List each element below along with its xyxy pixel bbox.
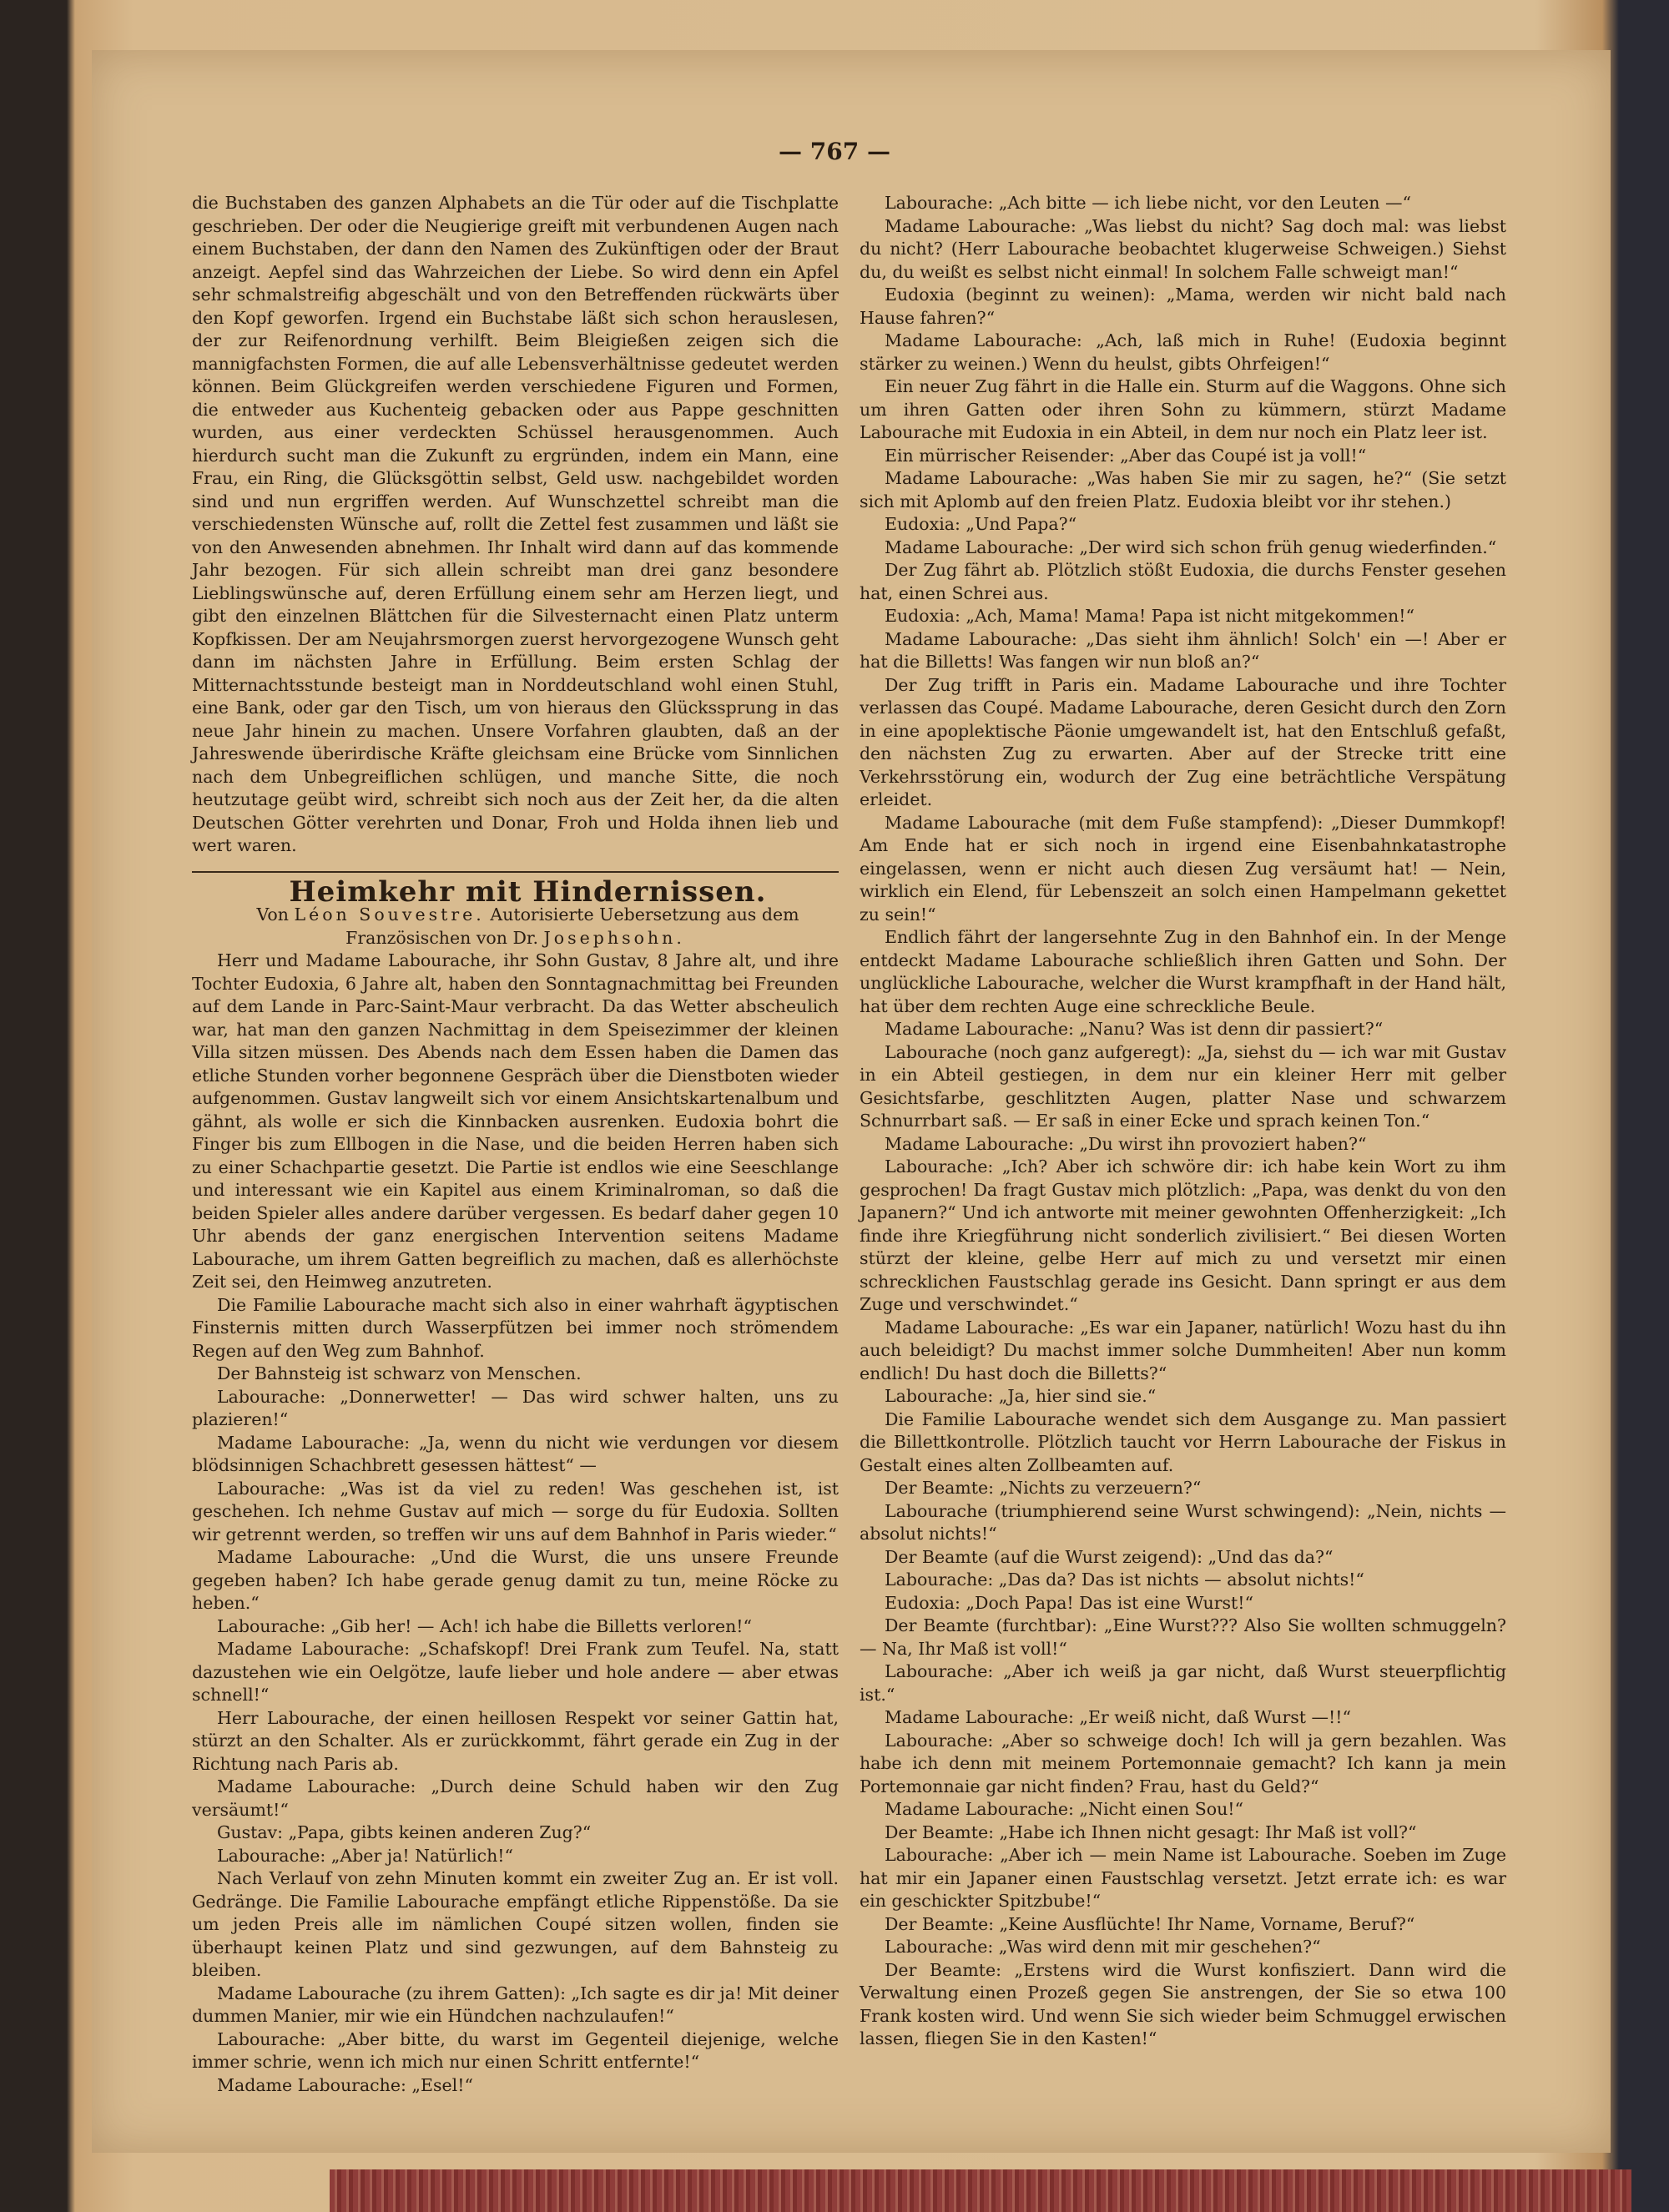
paragraph: Labourache (triumphierend seine Wurst schwingend): „Nein, nichts — absolut nichts!“: [860, 1500, 1506, 1544]
paragraph: Madame Labourache: „Ja, wenn du nicht wie verdungen vor diesem blödsinnigen Schachbrett gesessen hättest“ —: [192, 1432, 839, 1475]
paragraph: Madame Labourache (zu ihrem Gatten): „Ich sagte es dir ja! Mit deiner dummen Manier, mir wie ein Hündchen nachzulaufen!“: [192, 1983, 839, 2026]
paragraph: Madame Labourache: „Durch deine Schuld haben wir den Zug versäumt!“: [192, 1776, 839, 1820]
paragraph: Madame Labourache: „Es war ein Japaner, natürlich! Wozu hast du ihn auch beleidigt? Du machst immer solche Dummheiten! Aber nun komm endlich! Du hast doch die Billetts?“: [860, 1317, 1506, 1383]
paragraph: Madame Labourache: „Er weiß nicht, daß Wurst —!!“: [885, 1707, 1351, 1727]
paragraph: Ein neuer Zug fährt in die Halle ein. Sturm auf die Waggons. Ohne sich um ihren Gatten oder ihren Sohn zu kümmern, stürzt Madame Labourache mit Eudoxia in ein Abteil, in dem nur noch ein Platz leer ist.: [860, 376, 1506, 442]
paragraph: Ein mürrischer Reisender: „Aber das Coupé ist ja voll!“: [885, 445, 1367, 466]
byline-rest: Autorisierte Uebersetzung aus dem Französischen von Dr.: [345, 904, 799, 948]
paragraph: Labourache: „Was ist da viel zu reden! Was geschehen ist, ist geschehen. Ich nehme Gustav auf mich — sorge du für Eudoxia. Sollten wir getrennt werden, so treffen wir uns auf dem Bahnhof in Paris wieder.“: [192, 1478, 839, 1544]
paragraph: Labourache: „Aber ich weiß ja gar nicht, daß Wurst steuerpflichtig ist.“: [860, 1661, 1506, 1705]
paragraph: Madame Labourache: „Ach, laß mich in Ruhe! (Eudoxia beginnt stärker zu weinen.) Wenn du heulst, gibts Ohrfeigen!“: [860, 330, 1506, 374]
paragraph: Herr Labourache, der einen heillosen Respekt vor seiner Gattin hat, stürzt an den Schalter. Als er zurückkommt, fährt gerade ein Zug in der Richtung nach Paris ab.: [192, 1707, 839, 1774]
paragraph: Eudoxia (beginnt zu weinen): „Mama, werden wir nicht bald nach Hause fahren?“: [860, 285, 1506, 328]
story-text-part-2: [860, 192, 1506, 2051]
paragraph: Der Beamte: „Keine Ausflüchte! Ihr Name, Vorname, Beruf?“: [885, 1913, 1415, 1934]
story-byline: [192, 904, 839, 950]
paragraph: Madame Labourache: „Du wirst ihn provoziert haben?“: [885, 1133, 1367, 1154]
paragraph: Der Beamte (furchtbar): „Eine Wurst??? Also Sie wollten schmuggeln? — Na, Ihr Maß ist voll!“: [860, 1615, 1506, 1659]
paragraph: Labourache: „Aber ja! Natürlich!“: [217, 1845, 514, 1866]
paragraph: Nach Verlauf von zehn Minuten kommt ein zweiter Zug an. Er ist voll. Gedränge. Die Familie Labourache empfängt etliche Rippenstöße. Da sie um jeden Preis alle im nämlichen Coupé sitzen wollen, finden sie überhaupt keinen Platz und sind gezwungen, auf dem Bahnsteig zu bleiben.: [192, 1868, 839, 1980]
right-column: [860, 192, 1506, 2051]
paragraph: Der Beamte: „Nichts zu verzeuern?“: [885, 1478, 1202, 1498]
paragraph: Der Bahnsteig ist schwarz von Menschen.: [217, 1363, 582, 1383]
paragraph: Madame Labourache: „Nicht einen Sou!“: [885, 1799, 1244, 1819]
paragraph: Labourache: „Donnerwetter! — Das wird schwer halten, uns zu plazieren!“: [192, 1386, 839, 1429]
paragraph: Madame Labourache (mit dem Fuße stampfend): „Dieser Dummkopf! Am Ende hat er sich noch in irgend eine Eisenbahnkatastrophe eingelassen, wenn er nicht auch diesen Zug versäumt hat! — Nein, wirklich ein Elend, für Lebenszeit an solch einen Hampelmann gekettet zu sein!“: [860, 812, 1506, 925]
paragraph: Madame Labourache: „Esel!“: [217, 2074, 473, 2095]
paragraph: Eudoxia: „Ach, Mama! Mama! Papa ist nicht mitgekommen!“: [885, 606, 1414, 626]
paragraph: Die Familie Labourache macht sich also in einer wahrhaft ägyptischen Finsternis mitten durch Wasserpfützen bei immer noch strömendem Regen auf den Weg zum Bahnhof.: [192, 1294, 839, 1361]
paragraph: die Buchstaben des ganzen Alphabets an die Tür oder auf die Tischplatte geschrieben. Der oder die Neugierige greift mit verbundenen Augen nach einem Buchstaben, der dann den Namen des Zukünftigen oder der Braut anzeigt. Aepfel sind das Wahrzeichen der Liebe. So wird denn ein Apfel sehr schmalstreifig abgeschält und von den Betreffenden rückwärts über den Kopf geworfen. Irgend ein Buchstabe läßt sich schon herauslesen, der zur Reifenordnung verhilft. Beim Bleigießen zeigen sich die mannigfachsten Formen, die auf alle Lebensverhältnisse gedeutet werden können. Beim Glückgreifen werden verschiedene Figuren und Formen, die entweder aus Kuchenteig gebacken oder aus Pappe geschnitten wurden, aus einer verdeckten Schüssel herausgenommen. Auch hierdurch sucht man die Zukunft zu ergründen, indem ein Mann, eine Frau, ein Ring, die Glücksgöttin selbst, Geld usw. nachgebildet worden sind und nun ergriffen werden. Auf Wunschzettel schreibt man die verschiedensten Wünsche auf, rollt die Zettel fest zusammen und läßt sie von den Anwesenden abnehmen. Ihr Inhalt wird dann auf das kommende Jahr bezogen. Für sich allein schreibt man drei ganz besondere Lieblingswünsche auf, deren Erfüllung einem sehr am Herzen liegt, und gibt den einzelnen Blättchen für die Silvesternacht einen Platz unterm Kopfkissen. Der am Neujahrsmorgen zuerst hervorgezogene Wunsch geht dann im nächsten Jahre in Erfüllung. Beim ersten Schlag der Mitternachtsstunde besteigt man in Norddeutschland wohl einen Stuhl, eine Bank, oder gar den Tisch, um von hieraus den Glückssprung in das neue Jahr hinein zu machen. Unsere Vorfahren glaubten, daß an der Jahreswende überirdische Kräfte gleichsam eine Brücke vom Sinnlichen nach dem Unbegreiflichen schlügen, und manche Sitte, die noch heutzutage geübt wird, schreibt sich noch aus der Zeit her, da die alten Deutschen Götter verehrten und Donar, Froh und Holda ihnen lieb und wert waren.: [192, 193, 839, 855]
story-text-part-1: [192, 950, 839, 2097]
paragraph: Der Beamte (auf die Wurst zeigend): „Und das da?“: [885, 1546, 1334, 1567]
paragraph: Der Beamte: „Habe ich Ihnen nicht gesagt: Ihr Maß ist voll?“: [885, 1821, 1417, 1842]
paragraph: Madame Labourache: „Der wird sich schon früh genug wiederfinden.“: [885, 537, 1497, 557]
paragraph: Labourache: „Aber bitte, du warst im Gegenteil diejenige, welche immer schrie, wenn ich mich nur einen Schritt entfernte!“: [192, 2028, 839, 2072]
paragraph: Labourache: „Ja, hier sind sie.“: [885, 1386, 1157, 1406]
byline-prefix: Von: [256, 904, 289, 925]
binding-edge: [330, 2169, 1631, 2212]
paragraph: Labourache: „Gib her! — Ach! ich habe die Billetts verloren!“: [217, 1615, 753, 1636]
paragraph: Labourache (noch ganz aufgeregt): „Ja, siehst du — ich war mit Gustav in ein Abteil gestiegen, in dem nur ein kleiner Herr mit gelber Gesichtsfarbe, geschlitzten Augen, platter Nase und schwarzem Schnurrbart saß. — Er saß in einer Ecke und sprach keinen Ton.“: [860, 1041, 1506, 1131]
paragraph: Labourache: „Ach bitte — ich liebe nicht, vor den Leuten —“: [885, 193, 1411, 213]
paragraph: Labourache: „Aber so schweige doch! Ich will ja gern bezahlen. Was habe ich denn mit meinem Portemonnaie gemacht? Ich kann ja mein Portemonnaie gar nicht finden? Frau, hast du Geld?“: [860, 1730, 1506, 1796]
author-name: Léon Souvestre.: [294, 904, 485, 925]
paragraph: Eudoxia: „Und Papa?“: [885, 514, 1077, 534]
story-title: Heimkehr mit Hindernissen.: [289, 874, 767, 909]
paragraph: Gustav: „Papa, gibts keinen anderen Zug?“: [217, 1822, 592, 1842]
left-column: [192, 192, 839, 2097]
paragraph: Madame Labourache: „Schafskopf! Drei Frank zum Teufel. Na, statt dazustehen wie ein Oelgötze, laufe lieber und hole andere — aber etwas schnell!“: [192, 1639, 839, 1705]
intro-text: [192, 192, 839, 858]
paragraph: Madame Labourache: „Das sieht ihm ähnlich! Solch' ein —! Aber er hat die Billetts! Was fangen wir nun bloß an?“: [860, 628, 1506, 672]
paragraph: Der Zug trifft in Paris ein. Madame Labourache und ihre Tochter verlassen das Coupé. Madame Labourache, deren Gesicht durch den Zorn in eine apoplektische Päonie umgewandelt ist, hat den Entschluß gefaßt, den nächsten Zug zu erwarten. Aber auf der Strecke tritt eine Verkehrsstörung ein, wodurch der Zug eine beträchtliche Verspätung erleidet.: [860, 674, 1506, 809]
paragraph: Die Familie Labourache wendet sich dem Ausgange zu. Man passiert die Billettkontrolle. Plötzlich taucht vor Herrn Labourache der Fiskus in Gestalt eines alten Zollbeamten auf.: [860, 1408, 1506, 1475]
translator-name: Josephsohn.: [543, 927, 685, 948]
paragraph: Der Zug fährt ab. Plötzlich stößt Eudoxia, die durchs Fenster gesehen hat, einen Schrei aus.: [860, 560, 1506, 603]
section-divider: [192, 871, 839, 873]
paragraph: Endlich fährt der langersehnte Zug in den Bahnhof ein. In der Menge entdeckt Madame Labourache schließlich ihren Gatten und Sohn. Der unglückliche Labourache, welcher die Wurst krampfhaft in der Hand hält, hat über dem rechten Auge eine schreckliche Beule.: [860, 927, 1506, 1016]
paragraph: Madame Labourache: „Nanu? Was ist denn dir passiert?“: [885, 1019, 1384, 1039]
paragraph: Labourache: „Was wird denn mit mir geschehen?“: [885, 1937, 1321, 1957]
paragraph: Labourache: „Aber ich — mein Name ist Labourache. Soeben im Zuge hat mir ein Japaner einen Faustschlag versetzt. Jetzt errate ich: es war ein geschickter Spitzbube!“: [860, 1845, 1506, 1911]
paragraph: Madame Labourache: „Was liebst du nicht? Sag doch mal: was liebst du nicht? (Herr Labourache beobachtet klugerweise Schweigen.) Siehst du, du weißt es selbst nicht einmal! In solchem Falle schweigt man!“: [860, 215, 1506, 282]
paragraph: Labourache: „Das da? Das ist nichts — absolut nichts!“: [885, 1570, 1364, 1590]
paragraph: Eudoxia: „Doch Papa! Das ist eine Wurst!“: [885, 1592, 1253, 1613]
paragraph: Der Beamte: „Erstens wird die Wurst konfisziert. Dann wird die Verwaltung einen Prozeß gegen Sie anstrengen, der Sie so etwa 100 Frank kosten wird. Und wenn Sie sich wieder beim Schmuggel erwischen lassen, fliegen Sie in den Kasten!“: [860, 1959, 1506, 2048]
page-number: — 767 —: [779, 138, 890, 165]
paragraph: Madame Labourache: „Und die Wurst, die uns unsere Freunde gegeben haben? Ich habe gerade genug damit zu tun, meine Röcke zu heben.“: [192, 1547, 839, 1613]
paragraph: Labourache: „Ich? Aber ich schwöre dir: ich habe kein Wort zu ihm gesprochen! Da fragt Gustav mich plötzlich: „Papa, was denkt du von den Japanern?“ Und ich antworte mit meiner gewohnten Offenherzigkeit: „Ich finde ihre Kriegführung nicht sonderlich zivilisiert.“ Bei diesen Worten stürzt der kleine, gelbe Herr auf mich zu und versetzt mir einen schrecklichen Faustschlag gerade ins Gesicht. Dann springt er aus dem Zuge und verschwindet.“: [860, 1156, 1506, 1314]
paragraph: Madame Labourache: „Was haben Sie mir zu sagen, he?“ (Sie setzt sich mit Aplomb auf den freien Platz. Eudoxia bleibt vor ihr stehen.): [860, 468, 1506, 511]
paragraph: Herr und Madame Labourache, ihr Sohn Gustav, 8 Jahre alt, und ihre Tochter Eudoxia, 6 Jahre alt, haben den Sonntagnachmittag bei Freunden auf dem Lande in Parc-Saint-Maur verbracht. Da das Wetter abscheulich war, hat man den ganzen Nachmittag in dem Speisezimmer der kleinen Villa sitzen müssen. Des Abends nach dem Essen haben die Damen das etliche Stunden vorher begonnene Gespräch über die Dienstboten wieder aufgenommen. Gustav langweilt sich vor einem Ansichtskartenalbum und gähnt, als wolle er sich die Kinnbacken ausrenken. Eudoxia bohrt die Finger bis zum Ellbogen in die Nase, und die beiden Herren haben sich zu einer Schachpartie gesetzt. Die Partie ist endlos wie eine Seeschlange und interessant wie ein Kapitel aus einem Kriminalroman, so daß die beiden Spieler alles andere darüber vergessen. Es bedarf daher gegen 10 Uhr abends der ganz energischen Intervention seitens Madame Labourache, um ihrem Gatten begreiflich zu machen, daß es allerhöchste Zeit sei, den Heimweg anzutreten.: [192, 950, 839, 1292]
